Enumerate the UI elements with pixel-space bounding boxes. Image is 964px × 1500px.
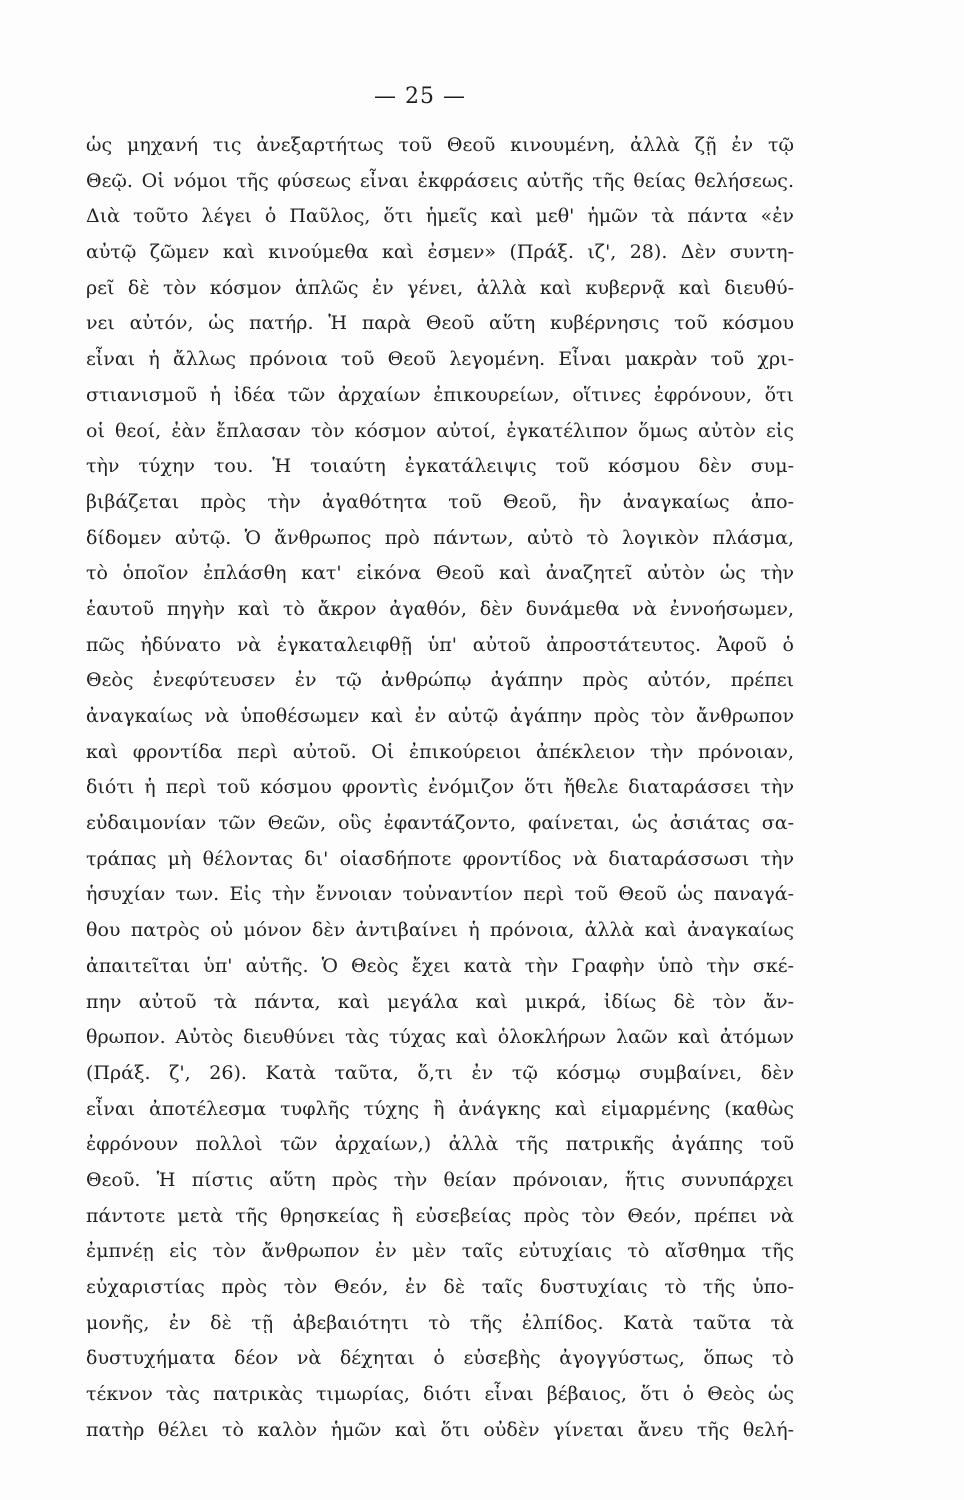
- text-line: μονῆς, ἐν δὲ τῇ ἀβεβαιότητι τὸ τῆς ἐλπίδος. Κατὰ ταῦτα τὰ: [86, 1311, 794, 1334]
- text-line: Θεῷ. Οἱ νόμοι τῆς φύσεως εἶναι ἐκφράσεις αὐτῆς τῆς θείας θελήσεως.: [86, 169, 794, 192]
- text-line: τέκνον τὰς πατρικὰς τιμωρίας, διότι εἶναι βέβαιος, ὅτι ὁ Θεὸς ὡς: [86, 1383, 794, 1406]
- text-line: στιανισμοῦ ἡ ἰδέα τῶν ἀρχαίων ἐπικουρείων, οἵτινες ἐφρόνουν, ὅτι: [86, 383, 794, 406]
- text-line: νει αὐτόν, ὡς πατήρ. Ἡ παρὰ Θεοῦ αὕτη κυβέρνησις τοῦ κόσμου: [86, 312, 794, 335]
- text-line: δίδομεν αὐτῷ. Ὁ ἄνθρωπος πρὸ πάντων, αὐτὸ τὸ λογικὸν πλάσμα,: [86, 526, 794, 549]
- text-line: ἀπαιτεῖται ὑπ' αὐτῆς. Ὁ Θεὸς ἔχει κατὰ τὴν Γραφὴν ὑπὸ τὴν σκέ-: [86, 954, 794, 977]
- text-line: αὐτῷ ζῶμεν καὶ κινούμεθα καὶ ἐσμεν» (Πράξ. ιζ', 28). Δὲν συντη-: [86, 241, 794, 264]
- text-line: ὡς μηχανή τις ἀνεξαρτήτως τοῦ Θεοῦ κινουμένη, ἀλλὰ ζῇ ἐν τῷ: [86, 134, 794, 156]
- text-line: οἱ θεοί, ἐὰν ἔπλασαν τὸν κόσμον αὐτοί, ἐγκατέλιπον ὅμως αὐτὸν εἰς: [86, 419, 794, 442]
- text-line: βιβάζεται πρὸς τὴν ἀγαθότητα τοῦ Θεοῦ, ἣν ἀναγκαίως ἀπο-: [86, 490, 794, 513]
- text-line: εἶναι ἀποτέλεσμα τυφλῆς τύχης ἢ ἀνάγκης καὶ εἱμαρμένης (καθὼς: [86, 1097, 794, 1120]
- text-line: τὸ ὁποῖον ἐπλάσθη κατ' εἰκόνα Θεοῦ καὶ ἀναζητεῖ αὐτὸν ὡς τὴν: [86, 562, 794, 585]
- text-line: ἑαυτοῦ πηγὴν καὶ τὸ ἄκρον ἀγαθόν, δὲν δυνάμεθα νὰ ἐννοήσωμεν,: [86, 597, 794, 620]
- text-line: (Πράξ. ζ', 26). Κατὰ ταῦτα, ὅ,τι ἐν τῷ κόσμῳ συμβαίνει, δὲν: [86, 1061, 794, 1084]
- text-line: πην αὐτοῦ τὰ πάντα, καὶ μεγάλα καὶ μικρά, ἰδίως δὲ τὸν ἄν-: [86, 990, 794, 1013]
- text-line: διότι ἡ περὶ τοῦ κόσμου φροντὶς ἐνόμιζον ὅτι ἤθελε διαταράσσει τὴν: [86, 776, 794, 799]
- text-line: θρωπον. Αὐτὸς διευθύνει τὰς τύχας καὶ ὁλοκλήρων λαῶν καὶ ἀτόμων: [86, 1026, 794, 1049]
- body-text: [86, 128, 794, 1448]
- text-line: ἀναγκαίως νὰ ὑποθέσωμεν καὶ ἐν αὐτῷ ἀγάπην πρὸς τὸν ἄνθρωπον: [86, 705, 794, 727]
- text-line: ρεῖ δὲ τὸν κόσμον ἁπλῶς ἐν γένει, ἀλλὰ καὶ κυβερνᾷ καὶ διευθύ-: [86, 276, 794, 299]
- page-number: — 25 —: [374, 84, 466, 109]
- text-line: τράπας μὴ θέλοντας δι' οἱασδήποτε φροντίδος νὰ διαταράσσωσι τὴν: [86, 847, 794, 870]
- text-line: ἡσυχίαν των. Εἰς τὴν ἔννοιαν τοὐναντίον περὶ τοῦ Θεοῦ ὡς παναγά-: [86, 883, 794, 906]
- text-line: Θεοῦ. Ἡ πίστις αὕτη πρὸς τὴν θείαν πρόνοιαν, ἥτις συνυπάρχει: [86, 1168, 794, 1191]
- text-line: δυστυχήματα δέον νὰ δέχηται ὁ εὐσεβὴς ἀγογγύστως, ὅπως τὸ: [86, 1347, 794, 1370]
- text-line: τὴν τύχην του. Ἡ τοιαύτη ἐγκατάλειψις τοῦ κόσμου δὲν συμ-: [86, 455, 794, 478]
- text-line: θου πατρὸς οὐ μόνον δὲν ἀντιβαίνει ἡ πρόνοια, ἀλλὰ καὶ ἀναγκαίως: [86, 919, 794, 942]
- text-line: εἶναι ἡ ἄλλως πρόνοια τοῦ Θεοῦ λεγομένη. Εἶναι μακρὰν τοῦ χρι-: [86, 348, 794, 371]
- text-line: πῶς ἠδύνατο νὰ ἐγκαταλειφθῇ ὑπ' αὐτοῦ ἀπροστάτευτος. Ἀφοῦ ὁ: [86, 633, 794, 656]
- text-line: ἐμπνέῃ εἰς τὸν ἄνθρωπον ἐν μὲν ταῖς εὐτυχίαις τὸ αἴσθημα τῆς: [86, 1240, 794, 1263]
- text-line: εὐχαριστίας πρὸς τὸν Θεόν, ἐν δὲ ταῖς δυστυχίαις τὸ τῆς ὑπο-: [86, 1276, 794, 1298]
- text-line: Θεὸς ἐνεφύτευσεν ἐν τῷ ἀνθρώπῳ ἀγάπην πρὸς αὐτόν, πρέπει: [86, 669, 794, 692]
- text-line: πάντοτε μετὰ τῆς θρησκείας ἢ εὐσεβείας πρὸς τὸν Θεόν, πρέπει νὰ: [86, 1204, 794, 1227]
- text-line: καὶ φροντίδα περὶ αὐτοῦ. Οἱ ἐπικούρειοι ἀπέκλειον τὴν πρόνοιαν,: [86, 740, 794, 763]
- text-line: εὐδαιμονίαν τῶν Θεῶν, οὓς ἐφαντάζοντο, φαίνεται, ὡς ἀσιάτας σα-: [86, 812, 794, 835]
- text-line: Διὰ τοῦτο λέγει ὁ Παῦλος, ὅτι ἡμεῖς καὶ μεθ' ἡμῶν τὰ πάντα «ἐν: [86, 205, 794, 228]
- text-line: ἐφρόνουν πολλοὶ τῶν ἀρχαίων,) ἀλλὰ τῆς πατρικῆς ἀγάπης τοῦ: [86, 1133, 794, 1156]
- text-line: πατὴρ θέλει τὸ καλὸν ἡμῶν καὶ ὅτι οὐδὲν γίνεται ἄνευ τῆς θελή-: [86, 1418, 794, 1441]
